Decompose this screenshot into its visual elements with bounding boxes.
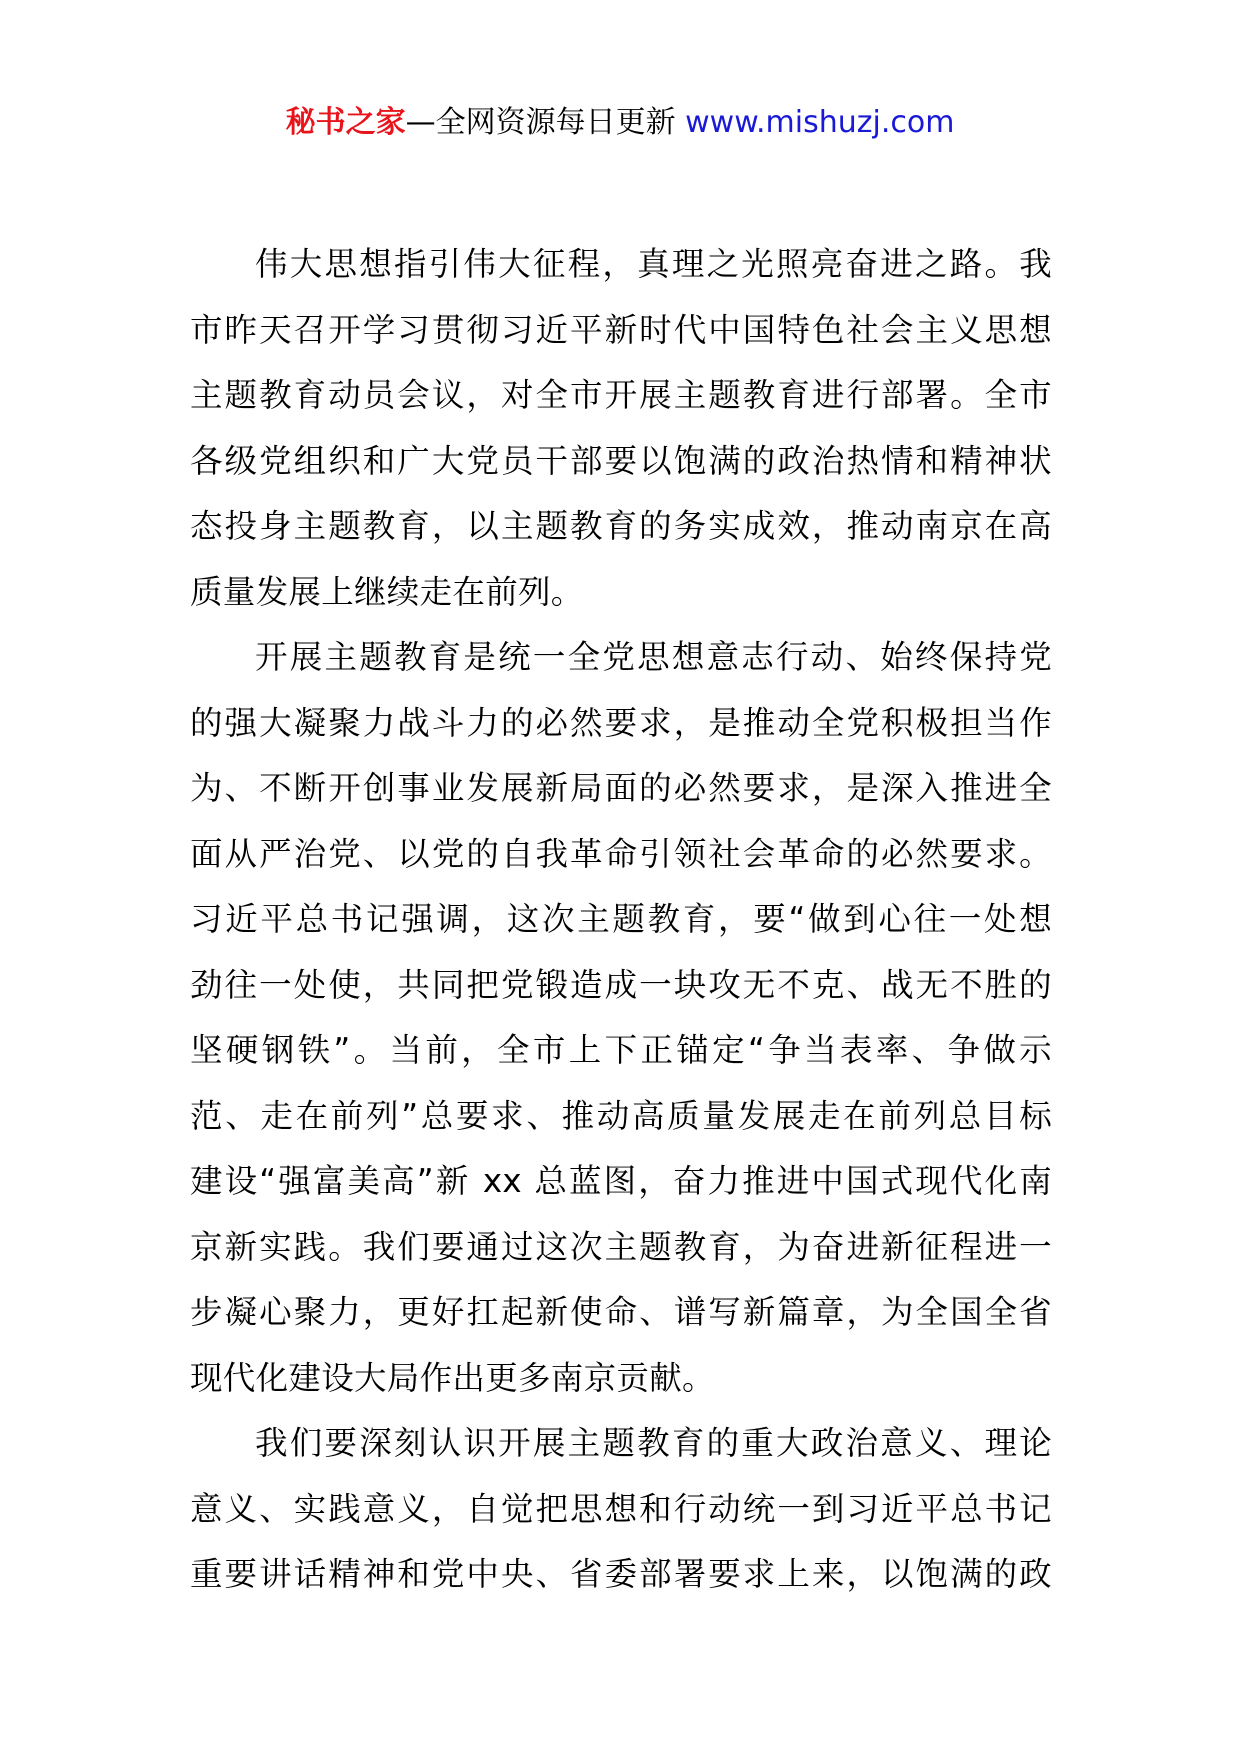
paragraph bbox=[190, 1411, 1052, 1608]
text-line: 建设“强富美高”新 xx 总蓝图，奋力推进中国式现代化南 bbox=[190, 1162, 1052, 1200]
text-line: 我们要深刻认识开展主题教育的重大政治意义、理论 bbox=[255, 1424, 1052, 1462]
site-header bbox=[0, 100, 1240, 146]
text-line: 重要讲话精神和党中央、省委部署要求上来，以饱满的政 bbox=[190, 1555, 1052, 1593]
text-line: 为、不断开创事业发展新局面的必然要求，是深入推进全 bbox=[190, 769, 1052, 807]
text-line: 意义、实践意义，自觉把思想和行动统一到习近平总书记 bbox=[190, 1489, 1052, 1528]
text-line: 市昨天召开学习贯彻习近平新时代中国特色社会主义思想 bbox=[190, 310, 1052, 349]
text-line: 步凝心聚力，更好扛起新使命、谱写新篇章，为全国全省 bbox=[190, 1293, 1052, 1331]
document-body bbox=[190, 232, 1052, 1608]
text-line: 习近平总书记强调，这次主题教育，要“做到心往一处想 bbox=[190, 900, 1052, 938]
text-line: 劲往一处使，共同把党锻造成一块攻无不克、战无不胜的 bbox=[190, 965, 1052, 1004]
text-line: 现代化建设大局作出更多南京贡献。 bbox=[190, 1358, 715, 1397]
paragraph bbox=[190, 232, 1052, 625]
text-line: 伟大思想指引伟大征程，真理之光照亮奋进之路。我 bbox=[255, 245, 1052, 283]
text-line: 开展主题教育是统一全党思想意志行动、始终保持党 bbox=[255, 638, 1052, 676]
paragraph bbox=[190, 625, 1052, 1411]
site-tagline: —全网资源每日更新 bbox=[405, 105, 686, 140]
site-brand: 秘书之家 bbox=[285, 105, 406, 140]
text-line: 范、走在前列”总要求、推动高质量发展走在前列总目标 bbox=[190, 1096, 1052, 1135]
text-line: 态投身主题教育，以主题教育的务实成效，推动南京在高 bbox=[190, 507, 1052, 545]
text-line: 坚硬钢铁”。当前，全市上下正锚定“争当表率、争做示 bbox=[190, 1031, 1052, 1069]
text-line: 主题教育动员会议，对全市开展主题教育进行部署。全市 bbox=[190, 376, 1052, 414]
text-line: 面从严治党、以党的自我革命引领社会革命的必然要求。 bbox=[190, 834, 1052, 873]
site-url-link[interactable]: www.mishuzj.com bbox=[685, 105, 955, 140]
text-line: 质量发展上继续走在前列。 bbox=[190, 572, 584, 611]
text-line: 的强大凝聚力战斗力的必然要求，是推动全党积极担当作 bbox=[190, 703, 1052, 742]
text-line: 京新实践。我们要通过这次主题教育，为奋进新征程进一 bbox=[190, 1227, 1052, 1266]
text-line: 各级党组织和广大党员干部要以饱满的政治热情和精神状 bbox=[190, 441, 1052, 480]
